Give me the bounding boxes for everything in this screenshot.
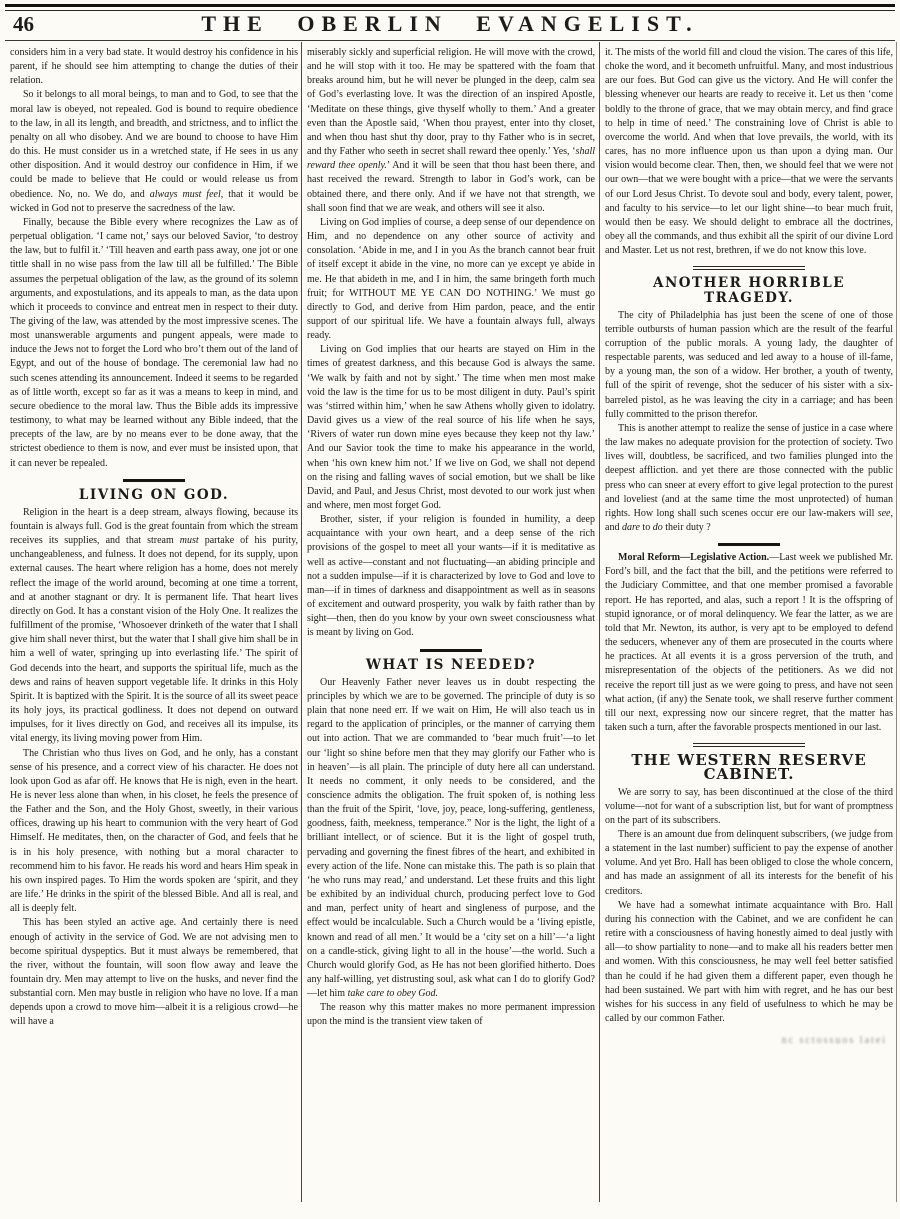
- paragraph: Our Heavenly Father never leaves us in doubt respecting the principles by which we are to be governed. The principle of duty is so plain that none need err. If we wait on Him, He will also teach us in regard to the application of principles, or the manner of carrying them out into action. That we are commanded to ‘bear much fruit’—to let our ‘light so shine before men that they may glorify our Father who is in heaven’—is all plain. The principle of duty here all can understand. It needs no comment, it only needs to be considered, and the conscience admits the obligation. The fruit spoken of, is nothing less than the fruit of the Spirit, ‘love, joy, peace, long-suffering, gentleness, goodness, faith, meekness, temperance.” Nor is the light, the light of a brilliant intellect, or of science. But it is the light of gospel truth, pervading and governing the finest fibres of the heart, and exhibited in every action of the life. None can mistake this. The path is so plain that ‘he who runs may read,’ and understand. Let these fruits and this light be exhibited by an individual church, producing perfect love to God and man, perfect unity of heart and singleness of purpose, and the effect would be incalculable. Such a Church would be a ‘living epistle, known and read of all men.’ It would be a ‘city set on a hill’—‘a light on a candle-stick, giving light to all in the house’—the world. Such a Church would glorify God, as He has not been glorified hitherto. Does any half-willing, yet distrusting soul, ask what can I do to glorify God?—let him take care to obey God.: [307, 676, 595, 1000]
- masthead-title: THE OBERLIN EVANGELIST.: [201, 11, 699, 36]
- paragraph-continued: miserably sickly and superficial religion. He will move with the crowd, and he will stop with it too. He may be spattered with the foam that breaks around him, but he will never be plunged in the deep, calm sea of God’s everlasting love. It was the direction of an inspired Apostle, ‘Meditate on these things, give thyself wholly to them.’ And a greater even than the Apostle said, ‘When thou prayest, enter into thy closet, and when thou hast shut thy door, pray to thy Father who is in secret, and thy Father who seeth in secret shall reward thee openly.’ Yes, ‘shall reward thee openly.’ And it will be seen that thou hast been there, and hast received the reward. Strength to labor in God’s work, can be obtained there, and there only. And if we have not that strength, we shall soon find that we are weak, and others will see it also.: [307, 47, 595, 214]
- page-number: 46: [13, 12, 34, 36]
- paragraph: We are sorry to say, has been discontinued at the close of the third volume—not for want of a subscription list, but for want of promptness on the part of its subscribers.: [605, 786, 893, 826]
- paragraph: Religion in the heart is a deep stream, always flowing, because its fountain is always full. God is the great fountain from which the stream receives its supplies, and that stream must partake of his purity, unchangeableness, and fulness. It does not depend, for its supply, upon external causes. The heart where religion has a home, does not merely reflect the image of the world around, becoming at one time a torrent, and at another stagnant or dry. It is permanent life. That heart lives directly on God. It has a constant vision of the Holy One. It realizes the fulfillment of the promise, ‘Whosoever drinketh of the water that I shall give him shall never thirst, but the water that I shall give him shall be in him a well of water, springing up into everlasting life.’ The spirit of God decends into the heart, and supports the spiritual life, much as the dews and rains of heaven support vegetable life. It drinks in this Holy Spirit. It is baptized with the Spirit. It is the source of all its sweet peace its holy joys, its practical godliness. It does not depend on outward impulses, for it lives directly on God, and receives all its impulse, its vital energy, its living moving power from Him.: [10, 506, 298, 745]
- paragraph-continued: considers him in a very bad state. It would destroy his confidence in his parent, if he should see him attempting to change the duties of their relation.: [10, 47, 298, 87]
- paragraph: Moral Reform—Legislative Action.—Last week we published Mr. Ford’s bill, and the fact that the bill, and the petitions were referred to the Judiciary Committee, and that one member promised a favorable report. He has reported, and alas, such a report ! It is the offspring of stupid ignorance, or of moral delinquency. We fear the latter, as we are told that Mr. Newton, its author, is very apt to be employed to defend the seducers, whenever any of them are prosecuted in the courts where he practices. At all events it is a gross perversion of the truth, and misrepresentation of the objects of the petitioners. As we did not receive the report till just as we were going to press, and have not seen what action, (if any) the Senate took, we shall reserve further comment till our next, expressing now our sincere regret, that the matter has taken such a turn, after the favorable prospects mentioned in our last.: [605, 552, 893, 734]
- header-rule: [5, 40, 895, 41]
- page-edge-rule: [896, 42, 897, 1202]
- bleed-through-text: nc sctossuos latei: [781, 1035, 887, 1047]
- column-divider-right: [599, 42, 600, 1202]
- column-1: [10, 46, 298, 1208]
- paragraph: Brother, sister, if your religion is founded in humility, a deep acquaintance with your own heart, and a deep sense of the rich provisions of the gospel to meet all your wants—if it is meditative as well as active—constant and not fluctuating—an abiding principle and not a sudden impulse—if it is characterized by love to God and love to man—if in times of darkness and disappointment as well as in seasons of excitement and outward prosperity, you walk by faith rather than by sight—then, then do you know by your own sweet consciousness what is meant by living on God.: [307, 514, 595, 639]
- paragraph: Finally, because the Bible every where recognizes the Law as of perpetual obligation. ‘I came not,’ says our beloved Savior, ‘to destroy the law, but to fulfil it.’ ‘Till heaven and earth pass away, one jot or one tittle shall in no wise pass from the law till all be fulfilled.’ The Bible assumes the perpetual obligation of the law, as the ground of its solemn arguments, and expostulations, and its appeals to man, as the data upon which it proceeds to convince and entreat men in respect to their duty. The giving of the law, was attended by the most impressive scenes. The most unanswerable arguments and pungent appeals, were made to induce the Jews not to forget the Lord who bro’t them out of the land of Egypt, and out of the house of bondage. The ceremonial law had no such scenes attending its announcement. Indeed it seems to be regarded as of little worth, except so far as it was a means to keep in mind, and secure obedience to the moral law. Thus the Bible adds its impressive testimony, to what may be learned without any Bible indeed, that the precepts of the law, are by no means ever to be done away, that the strictest obedience to them is now, and ever must be insisted upon, that it can never be repealed.: [10, 216, 298, 469]
- paragraph: There is an amount due from delinquent subscribers, (we judge from a statement in the last number) sufficient to pay the expense of another volume. And yet Bro. Hall has been obliged to close the whole concern, and has made an assignment of all its interests for the benefit of his creditors.: [605, 828, 893, 897]
- paragraph: We have had a somewhat intimate acquaintance with Bro. Hall during his connection with the Cabinet, and we are confident he can retire with a consciousness of having honestly aimed to deal justly with all—to show partiality to none—and to make all his readers better men and women. With this consciousness, he may well feel better satisfied than he could if he had given them a different paper, even though he had been sustained. We part with him with regret, and he has our best wishes for his success in any field of usefulness to which he may be called by our common Father.: [605, 899, 893, 1024]
- section-divider: [693, 266, 805, 270]
- article-heading: WHAT IS NEEDED?: [365, 656, 537, 673]
- column-3: [605, 46, 893, 1208]
- column-2: [307, 46, 595, 1208]
- section-divider: [718, 543, 780, 546]
- paragraph: This has been styled an active age. And certainly there is need enough of activity in the service of God. We are not advising men to become spiritual dyspeptics. But it must always be remembered, that the river, without the fountain, will soon flow away and leave the fountain dry. Men may attempt to live on the husks, and never find the substantial corn. Men may bustle in religion who have no love. If a man depends upon a crowd to move him—albeit it is a religious crowd—he will have a: [10, 917, 298, 1028]
- paragraph: So it belongs to all moral beings, to man and to God, to see that the moral law is obeyed, not repealed. God is bound to require obedience to the law, in all its length, and breadth, and strictness, and to inflict the penalty on all who disobey. And we are bound to choose to have Him do this. He must consider us in a wretched state, if He sees in us any other disposition. And it would destroy our confidence in Him, if we could be made to believe that He could or would release us from obedience. No, no. We do, and always must feel, that it would be wicked in God not to preserve the sacredness of the law.: [10, 89, 298, 214]
- article-heading: THE WESTERN RESERVE CABINET.: [631, 751, 867, 784]
- paragraph: This is another attempt to realize the sense of justice in a case where the law makes no adequate provision for the protection of society. Two lives will, doubtless, be sacrificed, and two families plunged into the deepest affliction. and yet there are those connected with the public press who can sneer at every effort to give legal protection to the purest and loveliest (and at the same time the most unprotected) of human rights. How long shall such scenes occur ere our law-makers will see, and dare to do their duty ?: [605, 422, 893, 533]
- top-border-thick: [5, 4, 895, 7]
- article-heading: LIVING ON GOD.: [78, 486, 230, 503]
- paragraph: The Christian who thus lives on God, and he only, has a constant sense of his presence, and a correct view of his character. He does not look upon God as afar off. He knows that He is nigh, even in the heart. He is never less alone than when, in his closet, he feels the presence of the Father and the Son, and the Holy Ghost, sweetly, in their various offices, drawing up his heart to communion with the very heart of God Himself. He meditates, then, on the character of God, and feels that he is in his holy presence, with nothing but a moral character to recommend him to his favor. He reads his word and hears Him speak in his own inspired pages. To Him the words spoken are ‘spirit, and they are life.’ He drinks in the spirit of the blessed Bible. And all is real, and all is deeply felt.: [10, 747, 298, 915]
- paragraph: The reason why this matter makes no more permanent impression upon the mind is the transient view taken of: [307, 1002, 595, 1028]
- column-divider-left: [301, 42, 302, 1202]
- article-heading: ANOTHER HORRIBLE TRAGEDY.: [652, 275, 846, 306]
- section-divider: [123, 479, 185, 482]
- section-divider: [420, 649, 482, 652]
- paragraph: Living on God implies that our hearts are stayed on Him in the times of greatest darkness, and this because God is always the same. ‘We walk by faith and not by sight.’ The time when men most make void the law is the time for us to be most diligent in duty. Paul’s spirit was ‘stirred within him,’ when he saw Athens wholly given to idolatry. David gives us a view of the real source of his life when he says, ‘Rivers of water run down mine eyes because they keep not thy law.’ And our Savior took the time to make his appearance in the world, when ‘his own knew him not.’ If we live on God, we shall not depend on the rising and falling waves of social emotion, but we shall be like David, and Paul, and Jesus Christ, most devoted to our work just when and where, men most forget God.: [307, 344, 595, 511]
- section-divider: [693, 743, 805, 747]
- paragraph-continued: it. The mists of the world fill and cloud the vision. The cares of this life, choke the word, and it becometh unfruitful. Many, and most industrious are our foes. But God can give us the victory. And He will confer the blessing whenever our hearts are ready to receive it. Let us then ‘come boldly to the throne of grace, that we may obtain mercy, and find grace to help in time of need.’ The constraining love of Christ is able to overcome the world. And when that love prevails, the world, with its cares, has no more influence upon us than upon a dying man. Our vision would become clear. Then, then, we should feel that we were not our own—that we were bought with a price—that we were the servants of our Lord Jesus Christ. To devote soul and body, every talent, power, and faculty to his service—to let our light shine—to bear much fruit, would then be easy. We should delight to embrace all the doctrines, obey all the commands, and thus exhibit all the spirit of our divine Lord and Master. Let us not rest, brethren, if we do not know this love.: [605, 47, 893, 257]
- paragraph: The city of Philadelphia has just been the scene of one of those terrible outbursts of human passion which are the result of the fearful corruption of the public morals. A young lady, the daughter of respectable parents, was seduced and led away to a house of ill-fame, by a young man, the son of a widow. Her brother, a youth of twenty, full of the spirit of revenge, shot the seducer of his sister with a six-barreled pistol, as he was leaving the city in a carriage; and has been fully committed to the prison therefor.: [605, 309, 893, 420]
- paragraph: Living on God implies of course, a deep sense of our dependence on Him, and no dependence on any other source of activity and consolation. ‘Abide in me, and I in you As the branch cannot bear fruit of itself except it abide in the vine, no more can ye except ye abide in me. He that abideth in me, and I in him, the same bringeth forth much fruit; for WITHOUT ME YE CAN DO NOTHING.’ We must go directly to God, and derive from Him pardon, peace, and the entir support of our spiritual life. We have a fountain always full, always ready.: [307, 216, 595, 342]
